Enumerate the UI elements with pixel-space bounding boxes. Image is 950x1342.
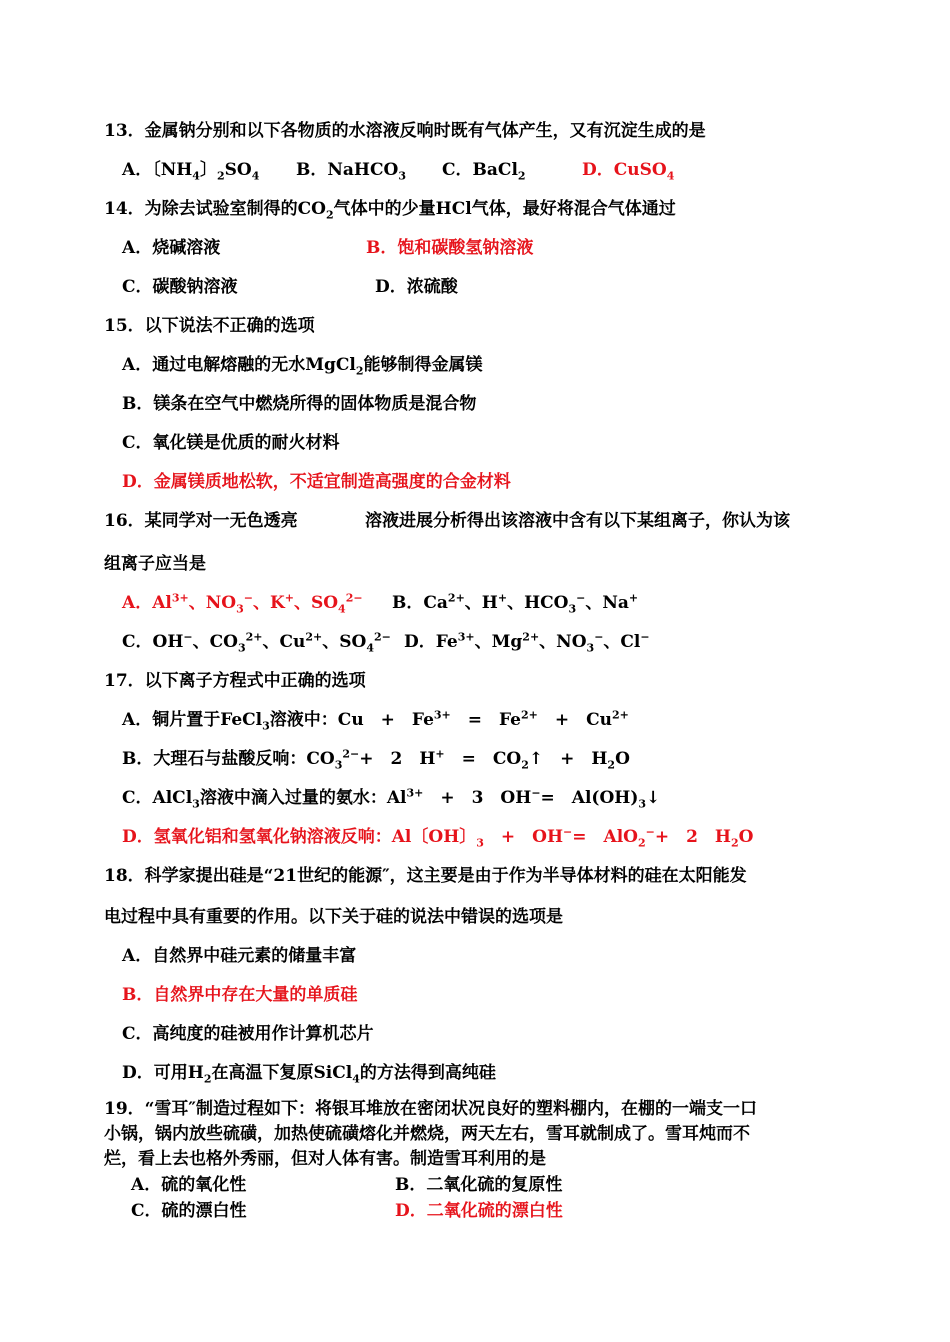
- question-16-option-d: D．$Fe^{3+}$、$Mg^{2+}$、$NO_3^-$、Cl−: [404, 630, 650, 655]
- question-14-stem: 14．为除去试验室制得的$CO_2$气体中的少量HCl气体，最好将混合气体通过: [104, 199, 676, 222]
- question-13-stem: [104, 120, 706, 142]
- question-18-option-c: C．高纯度的硅被用作计算机芯片: [122, 1024, 374, 1044]
- question-18-option-a: A．自然界中硅元素的储量丰富: [122, 946, 357, 966]
- question-13-option-d-answer: D．CuSO$_4$: [582, 160, 675, 183]
- question-14-option-b-answer: B．饱和碳酸氢钠溶液: [366, 238, 534, 258]
- question-19-option-b: B．二氧化硫的复原性: [395, 1175, 563, 1195]
- question-16-stem-line1b: 溶液进展分析得出该溶液中含有以下某组离子，你认为该: [365, 511, 790, 531]
- question-15-option-d-answer: D．金属镁质地松软，不适宜制造高强度的合金材料: [122, 472, 511, 492]
- question-13-option-a: A．〔$NH_4$〕$_2SO_4$: [122, 160, 260, 183]
- question-13-option-b: B．NaHCO$_3$: [296, 160, 406, 183]
- question-17-stem: 17．以下离子方程式中正确的选项: [104, 671, 366, 691]
- question-14-option-c: C．碳酸钠溶液: [122, 277, 238, 297]
- question-15-option-b: B．镁条在空气中燃烧所得的固体物质是混合物: [122, 394, 477, 414]
- question-18-option-b-answer: B．自然界中存在大量的单质硅: [122, 985, 358, 1005]
- question-16-option-a-answer: A．$Al^{3+}$、$NO_3^-$、K+、$SO_4^{2-}$: [122, 591, 363, 616]
- question-17-option-d-answer: D．氢氧化铝和氢氧化钠溶液反响：Al〔OH〕$_3$ + OH−= AlO$_2$−+ 2 $H_2O$: [122, 825, 754, 850]
- question-text: 13．金属钠分别和以下各物质的水溶液反响时既有气体产生，又有沉淀生成的是: [104, 121, 706, 141]
- question-18-stem-line2: 电过程中具有重要的作用。以下关于硅的说法中错误的选项是: [104, 907, 563, 927]
- question-15-option-a: A．通过电解熔融的无水MgCl$_2$能够制得金属镁: [122, 355, 483, 378]
- question-18-stem-line1: 18．科学家提出硅是“21世纪的能源″，这主要是由于作为半导体材料的硅在太阳能发: [104, 866, 747, 886]
- question-19-option-c: C．硫的漂白性: [131, 1201, 247, 1221]
- question-17-option-c: C．AlCl$_3$溶液中滴入过量的氨水：$Al^{3+}$ + 3 OH−= $Al(OH)_3↓$: [122, 786, 661, 811]
- question-15-stem: 15．以下说法不正确的选项: [104, 316, 315, 336]
- question-15-option-c: C．氧化镁是优质的耐火材料: [122, 433, 340, 453]
- question-17-option-b: B．大理石与盐酸反响：$CO_3^{2-}+$ 2 H+ = $CO_2↑$ + $H_2O$: [122, 747, 630, 772]
- question-17-option-a: A．铜片置于FeCl$_3$溶液中：Cu + $Fe^{3+}$ = $Fe^{2+}$ + $Cu^{2+}$: [122, 708, 629, 733]
- question-19-option-d-answer: D．二氧化硫的漂白性: [395, 1201, 563, 1221]
- question-16-stem-line1: 16．某同学对一无色透亮: [104, 511, 298, 531]
- question-16-option-b: B．$Ca^{2+}$、H+、$HCO_3^-$、Na+: [392, 591, 639, 616]
- question-19-option-a: A．硫的氧化性: [131, 1175, 247, 1195]
- question-13-option-c: C．BaCl$_2$: [442, 160, 526, 183]
- question-14-option-d: D．浓硫酸: [375, 277, 458, 297]
- question-16-stem-line2: 组离子应当是: [104, 554, 206, 574]
- question-18-option-d: D．可用$H_2$在高温下复原SiCl$_4$的方法得到高纯硅: [122, 1063, 496, 1086]
- question-19-stem-line2: 小锅，锅内放些硫磺，加热使硫磺熔化并燃烧，两天左右，雪耳就制成了。雪耳炖而不: [104, 1124, 750, 1144]
- question-19-stem-line3: 烂，看上去也格外秀丽，但对人体有害。制造雪耳利用的是: [104, 1149, 546, 1169]
- question-14-option-a: A．烧碱溶液: [122, 238, 221, 258]
- question-16-option-c: C．OH−、$CO_3^{2+}$、$Cu^{2+}$、$SO_4^{2-}$: [122, 630, 391, 655]
- question-19-stem-line1: 19．“雪耳″制造过程如下：将银耳堆放在密闭状况良好的塑料棚内，在棚的一端支一口: [104, 1099, 758, 1119]
